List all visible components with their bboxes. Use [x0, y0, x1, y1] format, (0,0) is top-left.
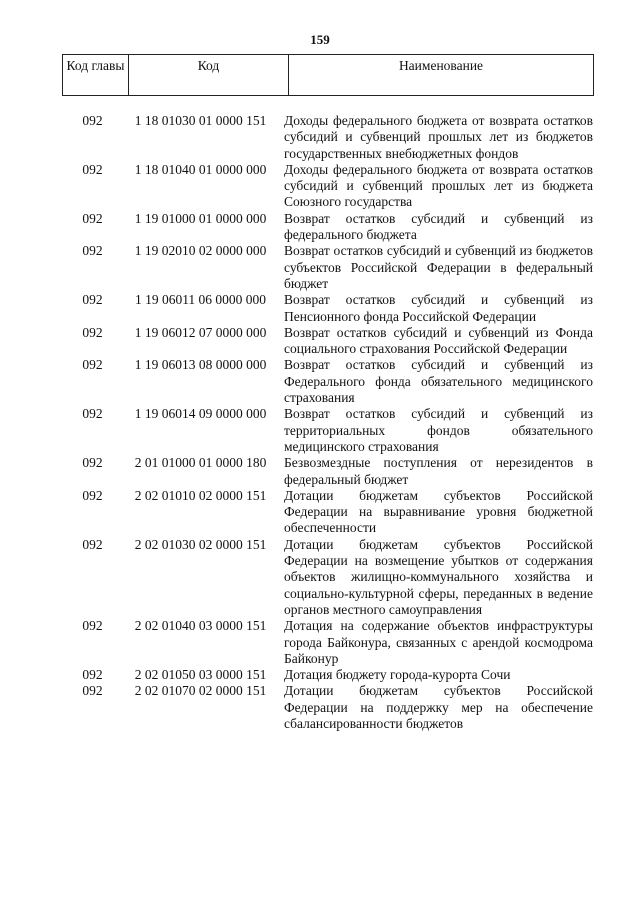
- table-row: [62, 243, 594, 292]
- row-code: 1 19 06013 08 0000 000: [134, 357, 267, 373]
- row-code: 1 19 06014 09 0000 000: [134, 406, 267, 422]
- row-chapter-code: 092: [82, 406, 103, 422]
- header-name: Наименование: [289, 55, 594, 96]
- table-row: [62, 357, 594, 406]
- row-code: 2 02 01030 02 0000 151: [134, 536, 267, 552]
- table-row: [62, 292, 594, 325]
- row-code: 1 18 01030 01 0000 151: [134, 113, 267, 128]
- row-name: Безвозмездные поступления от нерезидентов в федеральный бюджет: [284, 455, 593, 487]
- table-row: [62, 667, 594, 683]
- row-code: 1 18 01040 01 0000 000: [134, 161, 267, 177]
- row-code: 2 02 01010 02 0000 151: [134, 487, 267, 503]
- row-chapter-code: 092: [82, 161, 103, 177]
- table-row: [62, 683, 594, 732]
- row-chapter-code: 092: [82, 243, 103, 259]
- row-chapter-code: 092: [82, 292, 103, 308]
- row-name: Возврат остатков субсидий и субвенций из федерального бюджета: [284, 210, 593, 243]
- row-chapter-code: 092: [82, 324, 103, 340]
- table-row: [62, 113, 594, 162]
- row-name: Дотации бюджетам субъектов Российской Федерации на возмещение убытков от содержания объектов жилищно-коммунального хозяйства и социально-культурной сферы, переданных в ведение органов местного самоуправления: [284, 536, 593, 617]
- page-number: 159: [310, 32, 330, 47]
- table-row: [62, 455, 594, 488]
- table-row: [62, 406, 594, 455]
- row-code: 2 01 01000 01 0000 180: [134, 455, 267, 471]
- row-code: 1 19 02010 02 0000 000: [134, 243, 267, 259]
- row-chapter-code: 092: [82, 455, 103, 471]
- row-code: 1 19 06011 06 0000 000: [134, 292, 267, 308]
- table-row: [62, 162, 594, 211]
- row-name: Возврат остатков субсидий и субвенций из территориальных фондов обязательного медицинского страхования: [284, 406, 593, 454]
- row-code: 1 19 06012 07 0000 000: [134, 324, 267, 340]
- row-chapter-code: 092: [82, 667, 103, 683]
- table-header: [62, 54, 594, 96]
- row-chapter-code: 092: [82, 618, 103, 634]
- row-name: Возврат остатков субсидий и субвенций из Пенсионного фонда Российской Федерации: [284, 292, 593, 324]
- table-row: [62, 618, 594, 667]
- row-name: Возврат остатков субсидий и субвенций из Фонда социального страхования Российской Федерации: [284, 324, 593, 357]
- row-name: Доходы федерального бюджета от возврата остатков субсидий и субвенций прошлых лет из бюджета Союзного государства: [284, 161, 593, 210]
- row-name: Дотации бюджетам субъектов Российской Федерации на выравнивание уровня бюджетной обеспеченности: [284, 487, 593, 536]
- row-chapter-code: 092: [82, 357, 103, 373]
- row-name: Возврат остатков субсидий и субвенций из бюджетов субъектов Российской Федерации в федеральный бюджет: [284, 243, 593, 291]
- header-chapter-code: Код главы: [63, 55, 129, 96]
- table-row: [62, 211, 594, 244]
- table-row: [62, 325, 594, 358]
- row-code: 1 19 01000 01 0000 000: [134, 210, 267, 226]
- row-name: Дотация на содержание объектов инфраструктуры города Байконура, связанных с арендой космодрома Байконур: [284, 618, 593, 666]
- table-row: [62, 488, 594, 537]
- table-body: [62, 113, 594, 732]
- row-name: Дотации бюджетам субъектов Российской Федерации на поддержку мер на обеспечение сбалансированности бюджетов: [284, 683, 593, 731]
- table-row: [62, 537, 594, 618]
- row-chapter-code: 092: [82, 210, 103, 226]
- row-name: Возврат остатков субсидий и субвенций из Федерального фонда обязательного медицинского страхования: [284, 357, 593, 406]
- row-chapter-code: 092: [82, 487, 103, 503]
- row-code: 2 02 01070 02 0000 151: [134, 683, 267, 699]
- row-chapter-code: 092: [82, 536, 103, 552]
- row-chapter-code: 092: [82, 683, 103, 699]
- row-code: 2 02 01040 03 0000 151: [134, 618, 267, 634]
- row-code: 2 02 01050 03 0000 151: [134, 667, 267, 683]
- row-name: Доходы федерального бюджета от возврата остатков субсидий и субвенций прошлых лет из бюджетов государственных внебюджетных фондов: [284, 113, 593, 161]
- row-chapter-code: 092: [82, 113, 103, 128]
- row-name: Дотация бюджету города-курорта Сочи: [284, 667, 511, 683]
- header-code: Код: [129, 55, 289, 96]
